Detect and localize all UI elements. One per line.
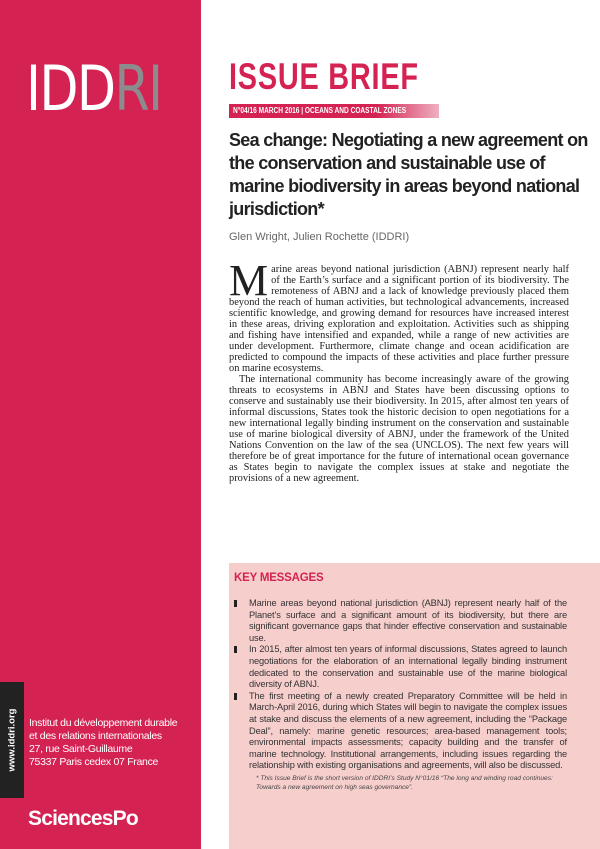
- list-item-text: Marine areas beyond national jurisdiction (ABNJ) represent nearly half of the Planet’s surface and a significant amount of its biodiversity, but there are significant governance gaps that hinder effective conservation and sustainable use.: [249, 598, 567, 643]
- website-banner: [0, 682, 24, 798]
- bullet-icon: [234, 646, 237, 653]
- list-item: [234, 598, 567, 644]
- bullet-icon: [234, 600, 237, 607]
- footnote: * This Issue Brief is the short version of IDDRI’s Study N°01/16 “The long and winding road continues: Towards a new agreement on high seas governance”.: [256, 775, 553, 791]
- key-messages-list: [234, 598, 567, 772]
- list-item: [234, 691, 567, 772]
- list-item-text: In 2015, after almost ten years of informal discussions, States agreed to launch negotiations for the elaboration of an international legally binding instrument dedicated to the conservation and sustainable use of the marine biological diversity of ABNJ.: [249, 644, 567, 690]
- iddri-logo: [26, 52, 162, 125]
- address-line: Institut du développement durable: [29, 717, 178, 729]
- list-item: [234, 644, 567, 690]
- paragraph-1-text: arine areas beyond national jurisdiction (ABNJ) represent nearly half of the Earth’s surface and a significant portion of its biodiversity. The remoteness of ABNJ and a lack of knowledge previously placed them beyond the reach of human activities, but technological advancements, increased scientific knowledge, and growing demand for resources have increased interest in these areas, driving exploration and exploitation. Activities such as shipping and fishing have intensified and expanded, while a range of new activities are under development. Furthermore, climate change and ocean acidification are predicted to compound the impacts of these activities and place further pressure on marine ecosystems.: [229, 264, 569, 374]
- address-line: 27, rue Saint-Guillaume: [29, 743, 133, 755]
- bullet-icon: [234, 693, 237, 700]
- issue-subtitle: [229, 104, 439, 118]
- authors: Glen Wright, Julien Rochette (IDDRI): [229, 231, 410, 243]
- logo-part1: IDD: [26, 52, 115, 125]
- paragraph-2: The international community has become increasingly aware of the growing threats to ecosystems in ABNJ and States have been discussing options to conserve and sustainably use their biodiversity. In 2015, after almost ten years of informal discussions, States took the historic decision to open negotiations for a new international legally binding instrument on the conservation and sustainable use of marine biological diversity of ABNJ, under the framework of the United Nations Convention on the law of the sea (UNCLOS). The next few years will therefore be of great importance for the future of international ocean governance as States begin to navigate the complex issues at stake and negotiate the provisions of a new agreement.: [229, 374, 569, 484]
- key-messages-heading: KEY MESSAGES: [234, 572, 324, 584]
- document-type: ISSUE BRIEF: [229, 56, 419, 97]
- paragraph-1: [229, 256, 569, 374]
- page-title: Sea change: Negotiating a new agreement on the conservation and sustainable use of marine biodiversity in areas beyond national jurisdiction*: [229, 130, 588, 219]
- sidebar: [0, 0, 201, 849]
- issue-subtitle-text: N°04/16 MARCH 2016 | OCEANS AND COASTAL ZONES: [233, 106, 407, 115]
- main-column: [229, 129, 591, 484]
- address: [29, 717, 177, 769]
- address-line: et des relations internationales: [29, 730, 162, 742]
- sciencespo-logo: SciencesPo: [28, 807, 138, 830]
- body-text: [229, 256, 569, 484]
- address-line: 75337 Paris cedex 07 France: [29, 756, 159, 768]
- drop-cap: M: [229, 256, 269, 305]
- website-url[interactable]: www.iddri.org: [6, 708, 18, 772]
- list-item-text: The first meeting of a newly created Preparatory Committee will be held in March-April 2016, during which States will begin to navigate the complex issues at stake and discuss the elements of a new agreement, including the “Package Deal”, namely: marine genetic resources; area-based management tools; environmental impacts assessments; capacity building and the transfer of marine technology. Institutional arrangements, including issues regarding the relationship with existing organisations and agreements, will also be discussed.: [249, 690, 567, 771]
- key-messages-box: [229, 563, 600, 849]
- logo-part2: RI: [114, 52, 162, 125]
